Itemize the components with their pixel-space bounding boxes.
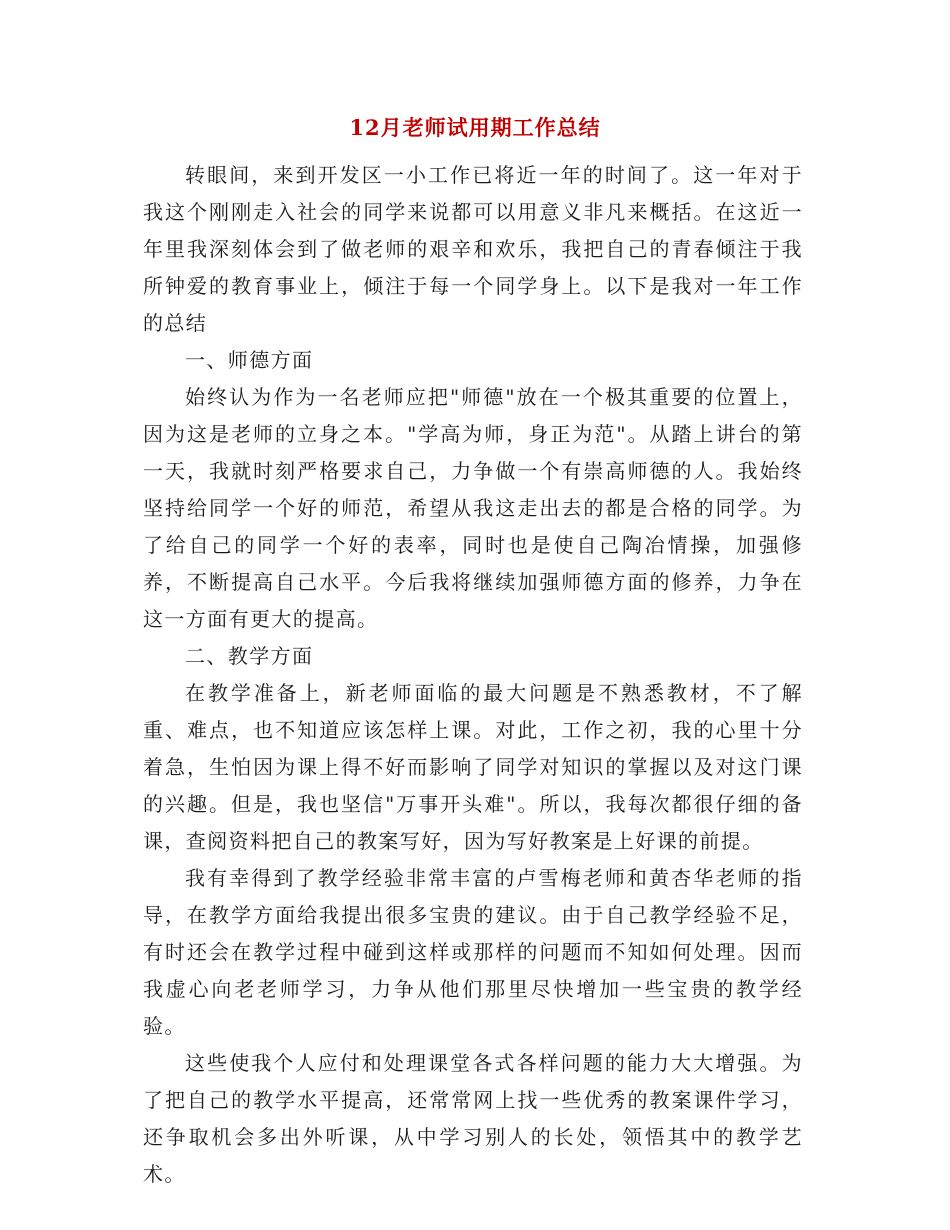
teaching-paragraph-2: 我有幸得到了教学经验非常丰富的卢雪梅老师和黄杏华老师的指导，在教学方面给我提出很多宝贵的建议。由于自己教学经验不足，有时还会在教学过程中碰到这样或那样的问题而不知如何处理。因而我虚心向老老师学习，力争从他们那里尽快增加一些宝贵的教学经验。 [143,866,803,1038]
section-heading-teaching: 二、教学方面 [185,644,314,668]
teaching-paragraph-3: 这些使我个人应付和处理课堂各式各样问题的能力大大增强。为了把自己的教学水平提高，还常常网上找一些优秀的教案课件学习，还争取机会多出外听课，从中学习别人的长处，领悟其中的教学艺术。 [143,1051,803,1186]
document-body [143,157,803,1193]
section-heading-ethics: 一、师德方面 [185,348,314,372]
intro-paragraph: 转眼间，来到开发区一小工作已将近一年的时间了。这一年对于我这个刚刚走入社会的同学来说都可以用意义非凡来概括。在这近一年里我深刻体会到了做老师的艰辛和欢乐，我把自己的青春倾注于我所钟爱的教育事业上，倾注于每一个同学身上。以下是我对一年工作的总结 [143,163,803,335]
document-title: 12月老师试用期工作总结 [349,115,601,140]
teaching-paragraph-1: 在教学准备上，新老师面临的最大问题是不熟悉教材，不了解重、难点，也不知道应该怎样上课。对此，工作之初，我的心里十分着急，生怕因为课上得不好而影响了同学对知识的掌握以及对这门课的兴趣。但是，我也坚信"万事开头难"。所以，我每次都很仔细的备课，查阅资料把自己的教案写好，因为写好教案是上好课的前提。 [143,681,803,853]
ethics-paragraph: 始终认为作为一名老师应把"师德"放在一个极其重要的位置上，因为这是老师的立身之本。"学高为师，身正为范"。从踏上讲台的第一天，我就时刻严格要求自己，力争做一个有崇高师德的人。我始终坚持给同学一个好的师范，希望从我这走出去的都是合格的同学。为了给自己的同学一个好的表率，同时也是使自己陶冶情操，加强修养，不断提高自己水平。今后我将继续加强师德方面的修养，力争在这一方面有更大的提高。 [143,385,803,631]
